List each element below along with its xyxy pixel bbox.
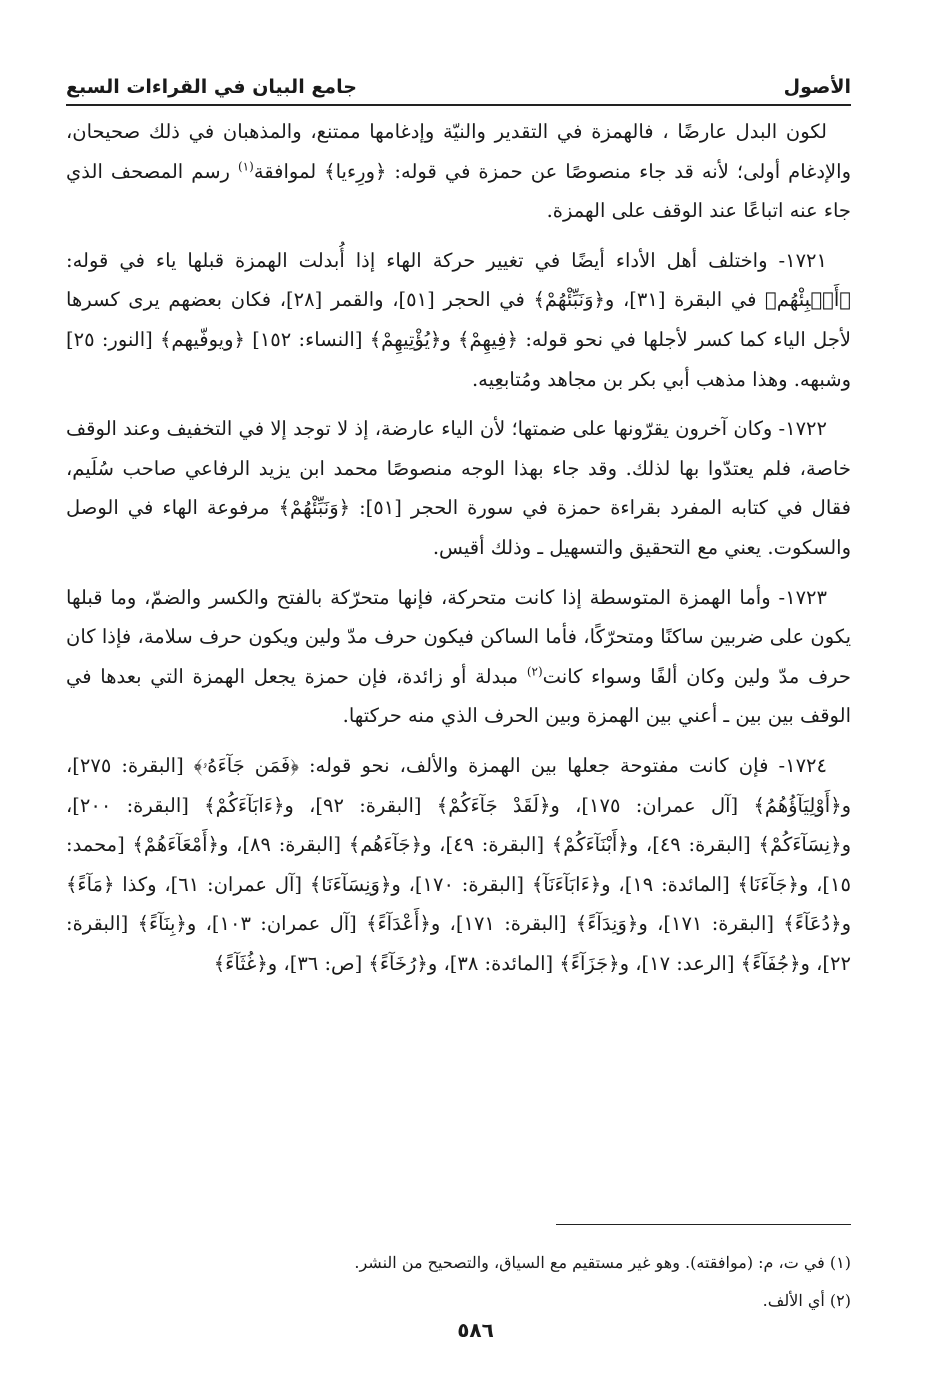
running-header bbox=[66, 58, 851, 106]
footnote-divider bbox=[556, 1224, 851, 1225]
header-book-title: جامع البيان في القراءات السبع bbox=[66, 76, 357, 98]
paragraph: ١٧٢١- واختلف أهل الأداء أيضًا في تغيير حركة الهاء إذا أُبدلت الهمزة قبلها ياء في قوله: ﴿أَنۢبِئْهُم﴾ في البقرة [٣١]، و﴿وَنَبِّئْهُمْ﴾ في الحجر [٥١]، والقمر [٢٨]، فكان بعضهم يرى كسرها لأجل الياء كما كسر لأجلها في نحو قوله: ﴿فِيهِمْ﴾ و﴿يُؤْتِيهِمْ﴾ [النساء: ١٥٢] ﴿ويوفّيهم﴾ [النور: ٢٥] وشبهه. وهذا مذهب أبي بكر بن مجاهد ومُتابعِيه. bbox=[66, 248, 851, 391]
header-section: الأصول bbox=[783, 76, 851, 98]
paragraph: ١٧٢٤- فإن كانت مفتوحة جعلها بين الهمزة والألف، نحو قوله: ﴿فَمَن جَآءَهُۥ﴾ [البقرة: ٢٧٥]، و﴿أَوْلِيَآؤُهُمُ﴾ [آل عمران: ١٧٥]، و﴿لَقَدْ جَآءَكُمْ﴾ [البقرة: ٩٢]، و﴿ءَابَآءَكُمْ﴾ [البقرة: ٢٠٠]، و﴿نِسَآءَكُمْ﴾ [البقرة: ٤٩]، و﴿أَبْنَآءَكُمْ﴾ [البقرة: ٤٩]، و﴿جَآءَهُم﴾ [البقرة: ٨٩]، و﴿أَمْعَآءَهُمْ﴾ [محمد: ١٥]، و﴿جَآءَنَا﴾ [المائدة: ١٩]، و﴿ءَابَآءَنَآ﴾ [البقرة: ١٧٠]، و﴿وَنِسَآءَنَا﴾ [آل عمران: ٦١]، وكذا ﴿مَآءً﴾ و﴿دُعَآءً﴾ [البقرة: ١٧١]، و﴿وَنِدَآءً﴾ [البقرة: ١٧١]، و﴿أَعْدَآءً﴾ [آل عمران: ١٠٣]، و﴿بِنَآءً﴾ [البقرة: ٢٢]، و﴿جُفَآءً﴾ [الرعد: ١٧]، و﴿جَزَآءً﴾ [المائدة: ٣٨]، و﴿رُخَآءً﴾ [ص: ٣٦]، و﴿غُثَآءً﴾ bbox=[66, 753, 852, 975]
paragraph: ١٧٢٣- وأما الهمزة المتوسطة إذا كانت متحركة، فإنها متحرّكة بالفتح والكسر والضمّ، وما قبلها يكون على ضربين ساكنًا ومتحرّكًا، فأما الساكن فيكون حرف مدّ ولين ويكون حرف سلامة، فإذا كان حرف مدّ ولين وكان ألفًا وسواء كانت$^{(٢)}$ مبدلة أو زائدة، فإن حمزة يجعل الهمزة التي بعدها في الوقف بين بين ـ أعني بين الهمزة وبين الحرف الذي منه حركتها. bbox=[66, 585, 851, 728]
footnote-ref: (١) bbox=[237, 159, 254, 174]
footnote: (٢) أي الألف. bbox=[762, 1291, 851, 1310]
footnotes bbox=[66, 1244, 851, 1320]
body-text bbox=[66, 112, 851, 993]
footnote-ref: (٢) bbox=[526, 664, 543, 679]
paragraph: لكون البدل عارضًا ، فالهمزة في التقدير والنيّة وإدغامها ممتنع، والمذهبان في ذلك صحيحان، والإدغام أولى؛ لأنه قد جاء منصوصًا عن حمزة في قوله: ﴿ورِءيا﴾ لموافقة$^{(١)}$ رسم المصحف الذي جاء عنه اتباعًا عند الوقف على الهمزة. bbox=[66, 120, 851, 223]
paragraph: ١٧٢٢- وكان آخرون يقرّونها على ضمتها؛ لأن الياء عارضة، إذ لا توجد إلا في التخفيف وعند الوقف خاصة، فلم يعتدّوا بها لذلك. وقد جاء بهذا الوجه منصوصًا محمد ابن يزيد الرفاعي صاحب سُلَيم، فقال في كتابه المفرد بقراءة حمزة في سورة الحجر [٥١]: ﴿وَنَبِّئْهُمْ﴾ مرفوعة الهاء في الوصل والسكوت. يعني مع التحقيق والتسهيل ـ وذلك أقيس. bbox=[66, 417, 851, 559]
page-number: ٥٨٦ bbox=[457, 1318, 494, 1342]
footnote: (١) في ت، م: (موافقته). وهو غير مستقيم مع السياق، والتصحيح من النشر. bbox=[354, 1253, 851, 1272]
